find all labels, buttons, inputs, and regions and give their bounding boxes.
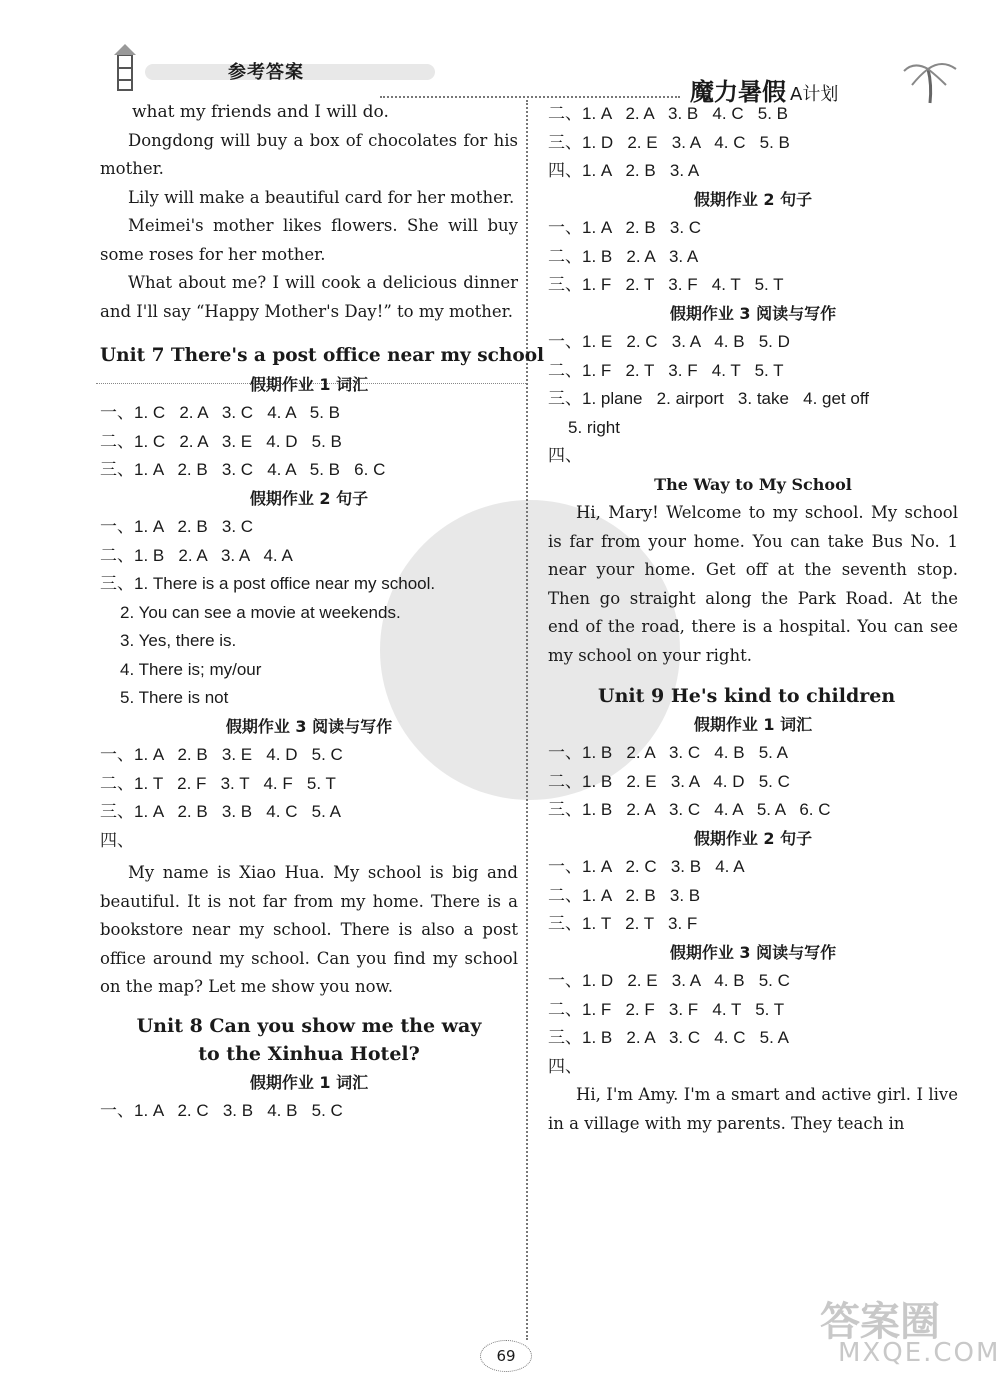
answer-line: 一、1. B 2. A 3. C 4. B 5. A xyxy=(548,743,789,762)
answer-line: 二、1. F 2. T 3. F 4. T 5. T xyxy=(548,360,784,380)
essay-paragraph: Hi, Mary! Welcome to my school. My school is far from your home. You can take Bus No. 1 near your home. Get off at the seventh stop. Then go straight along the Park Road. At the end of the road, there is a hospital. You can see my school on your right. xyxy=(548,503,958,665)
unit8-hw2-heading: 假期作业 2 句子 xyxy=(693,189,813,209)
answer-line: 一、1. A 2. B 3. C xyxy=(100,517,254,536)
answer-line: 一、1. A 2. C 3. B 4. B 5. C xyxy=(100,1101,343,1120)
palm-tree-icon xyxy=(900,55,960,105)
answer-line: 三、1. D 2. E 3. A 4. C 5. B xyxy=(548,132,790,152)
essay-paragraph: Lily will make a beautiful card for her mother. xyxy=(128,187,515,207)
answer-line: 二、1. A 2. A 3. B 4. C 5. B xyxy=(548,104,789,123)
unit8-hw3-heading: 假期作业 3 阅读与写作 xyxy=(669,303,837,323)
answer-line: 二、1. A 2. B 3. B xyxy=(548,885,701,905)
answer-line: 4. There is; my/our xyxy=(120,659,262,679)
answer-line: 5. right xyxy=(568,417,620,437)
unit9-hw1-heading: 假期作业 1 词汇 xyxy=(693,714,813,734)
answer-line: 三、1. F 2. T 3. F 4. T 5. T xyxy=(548,275,784,294)
answer-line: 四、 xyxy=(548,1056,582,1076)
answer-line: 一、1. A 2. B 3. E 4. D 5. C xyxy=(100,745,343,764)
unit-8-title-line1: Unit 8 Can you show me the way xyxy=(136,1014,482,1037)
page-header xyxy=(0,0,1000,106)
header-ref-label: 参考答案 xyxy=(228,62,304,83)
lighthouse-icon xyxy=(100,40,150,95)
left-column xyxy=(100,98,545,1126)
essay-paragraph: Dongdong will buy a box of chocolates for his mother. xyxy=(100,130,518,178)
answer-line: 二、1. C 2. A 3. E 4. D 5. B xyxy=(100,431,342,451)
answer-line: 四、 xyxy=(548,446,582,465)
watermark-logo: 答案圈 xyxy=(820,1299,940,1345)
answer-line: 一、1. A 2. B 3. C xyxy=(548,218,702,237)
answer-line: 3. Yes, there is. xyxy=(120,631,237,650)
essay-line: what my friends and I will do. xyxy=(132,102,389,122)
answer-line: 二、1. T 2. F 3. T 4. F 5. T xyxy=(100,773,336,793)
unit7-hw1-heading: 假期作业 1 词汇 xyxy=(249,374,369,394)
answer-line: 二、1. B 2. A 3. A 4. A xyxy=(100,545,293,565)
answer-line: 2. You can see a movie at weekends. xyxy=(120,602,401,622)
answer-line: 三、1. A 2. B 3. B 4. C 5. A xyxy=(100,802,341,821)
page-number: 69 xyxy=(480,1340,532,1372)
answer-line: 三、1. There is a post office near my school. xyxy=(100,574,436,593)
essay-paragraph: My name is Xiao Hua. My school is big and beautiful. It is not far from my home. There is a bookstore near my school. There is also a post office around my school. Can you find my school on the map? Let me show you now. xyxy=(100,863,518,996)
answer-line: 一、1. D 2. E 3. A 4. B 5. C xyxy=(548,971,790,990)
unit8-hw1-heading: 假期作业 1 词汇 xyxy=(249,1072,369,1092)
column-divider xyxy=(526,100,528,1340)
answer-line: 三、1. B 2. A 3. C 4. A 5. A 6. C xyxy=(548,800,831,819)
unit7-hw2-heading: 假期作业 2 句子 xyxy=(249,488,369,508)
unit-9-title: Unit 9 He's kind to children xyxy=(598,685,896,707)
watermark-url: MXQE.COM xyxy=(838,1338,1000,1368)
unit-8-title-line2: to the Xinhua Hotel? xyxy=(198,1043,420,1065)
answer-line: 一、1. E 2. C 3. A 4. B 5. D xyxy=(548,332,790,351)
unit-7-title: Unit 7 There's a post office near my school xyxy=(100,345,545,366)
brand-subtitle: A计划 xyxy=(790,84,839,105)
answer-line: 三、1. T 2. T 3. F xyxy=(548,914,698,933)
answer-line: 三、1. B 2. A 3. C 4. C 5. A xyxy=(548,1028,789,1047)
answer-line: 三、1. plane 2. airport 3. take 4. get off xyxy=(548,389,869,408)
answer-line: 二、1. F 2. F 3. F 4. T 5. T xyxy=(548,999,785,1019)
answer-line: 二、1. B 2. A 3. A xyxy=(548,246,699,266)
answer-line: 三、1. A 2. B 3. C 4. A 5. B 6. C xyxy=(100,460,386,479)
answer-line: 四、 xyxy=(100,830,134,850)
unit7-hw3-heading: 假期作业 3 阅读与写作 xyxy=(225,716,393,736)
essay-paragraph: What about me? I will cook a delicious dinner and I'll say “Happy Mother's Day!” to my mother. xyxy=(100,273,518,321)
brand-title: 魔力暑假 xyxy=(690,78,786,106)
unit9-hw3-heading: 假期作业 3 阅读与写作 xyxy=(669,942,837,962)
essay-title: The Way to My School xyxy=(654,474,852,494)
right-column xyxy=(548,100,958,1138)
answer-line: 四、1. A 2. B 3. A xyxy=(548,161,700,180)
essay-paragraph: Hi, I'm Amy. I'm a smart and active girl. I live in a village with my parents. They teach in xyxy=(548,1085,958,1133)
answer-line: 5. There is not xyxy=(120,688,229,707)
answer-line: 一、1. C 2. A 3. C 4. A 5. B xyxy=(100,403,341,422)
answer-line: 二、1. B 2. E 3. A 4. D 5. C xyxy=(548,771,790,791)
answer-line: 一、1. A 2. C 3. B 4. A xyxy=(548,857,745,876)
unit9-hw2-heading: 假期作业 2 句子 xyxy=(693,828,813,848)
essay-paragraph: Meimei's mother likes flowers. She will buy some roses for her mother. xyxy=(100,216,518,264)
